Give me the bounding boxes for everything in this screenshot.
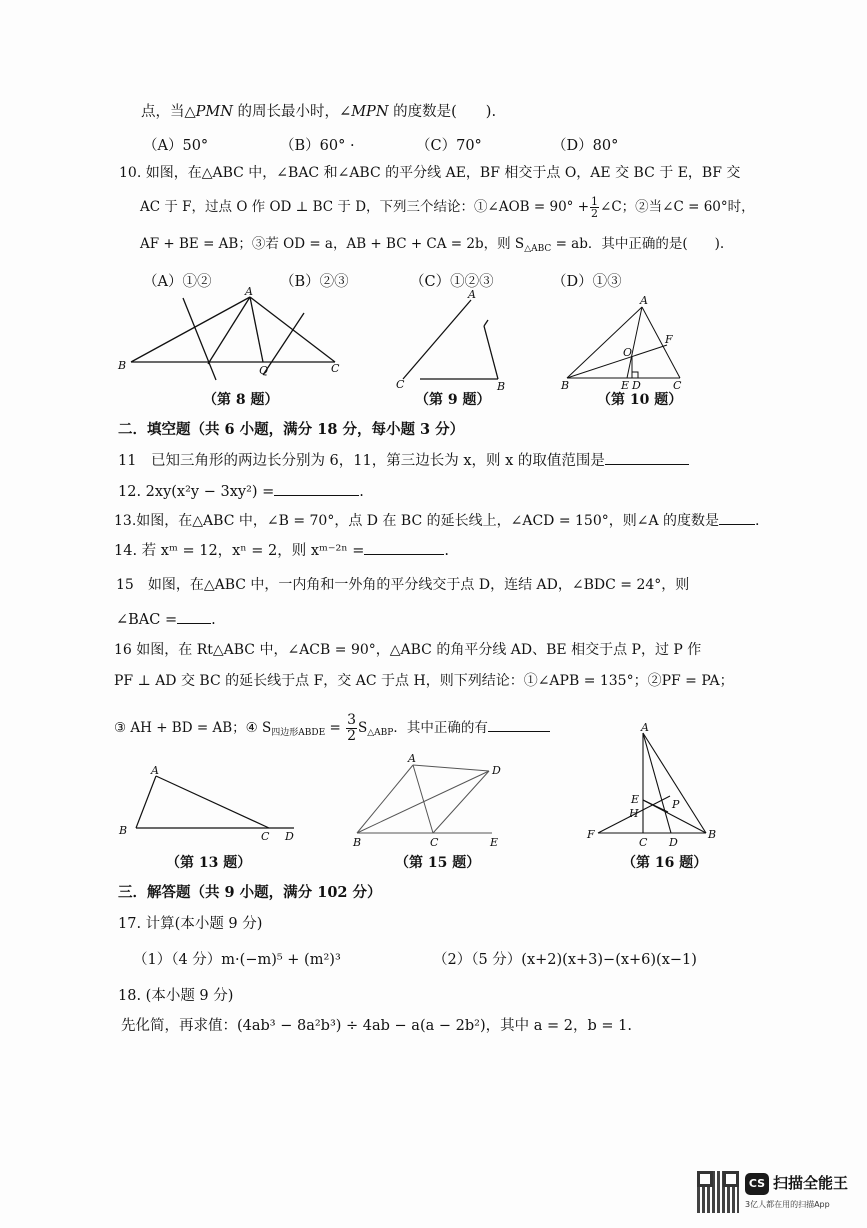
q11-text: 11 已知三角形的两边长分别为 6，11，第三边长为 x，则 x 的取值范围是	[118, 453, 605, 469]
fig15-label-c: C	[430, 836, 439, 849]
fig8-label-b: B	[118, 359, 127, 372]
fig13-label-b: B	[119, 824, 128, 837]
fig8-label-c: C	[331, 362, 340, 375]
fig9-label-a: A	[468, 288, 476, 301]
fig10-label-f: F	[665, 333, 673, 346]
fig15-label-d: D	[492, 764, 501, 777]
q17-title: 17. 计算(本小题 9 分)	[118, 916, 263, 932]
q16-line2: PF ⊥ AD 交 BC 的延长线于点 F，交 AC 于点 H，则下列结论：①∠APB = 135°；②PF = PA；	[114, 673, 734, 689]
fig13-caption: （第 13 题）	[166, 855, 252, 871]
q10-frac-den: 2	[591, 207, 599, 220]
fig10-label-d: D	[632, 379, 641, 392]
q16-frac-num: 3	[347, 712, 356, 728]
q10-frac-num: 1	[591, 195, 599, 208]
q16-line3-sub: 四边形ABDE	[271, 728, 326, 738]
q10-line3-b: = ab．其中正确的是( ).	[551, 236, 725, 252]
q16-line3-eq: =	[325, 720, 346, 736]
fig15-label-e: E	[490, 836, 499, 849]
fig10-caption: （第 10 题）	[597, 392, 683, 408]
q10-line2-b: ∠C；②当∠C = 60°时，	[600, 199, 755, 215]
q16-line3-b: ．其中正确的有	[393, 720, 488, 736]
fig8-label-q: Q	[259, 364, 269, 377]
camscanner-name: 扫描全能王	[773, 1174, 849, 1192]
fig13-label-d: D	[285, 830, 294, 843]
fig16-label-f: F	[587, 828, 595, 841]
camscanner-tagline: 3亿人都在用的扫描App	[745, 1200, 830, 1209]
q9-option-a[interactable]: （A）50°	[143, 138, 209, 154]
q10-option-b[interactable]: （B）②③	[280, 274, 349, 290]
fig10-label-c: C	[673, 379, 682, 392]
q10-option-a[interactable]: （A）①②	[143, 274, 212, 290]
fig8-caption: （第 8 题）	[203, 392, 279, 408]
q10-line3-sub: △ABC	[524, 244, 552, 254]
fig16-label-a: A	[641, 721, 649, 734]
q16-frac-den: 2	[347, 728, 356, 744]
q10-line2-a: AC 于 F，过点 O 作 OD ⊥ BC 于 D，下列三个结论：①∠AOB = 90° +	[140, 199, 590, 215]
section-2-heading: 二．填空题（共 6 小题，满分 18 分，每小题 3 分）	[118, 421, 465, 438]
q10-line3-a: AF + BE = AB；③若 OD = a，AB + BC + CA = 2b，则 S	[140, 236, 525, 252]
q10-line1: 10. 如图，在△ABC 中，∠BAC 和∠ABC 的平分线 AE，BF 相交于点 O，AE 交 BC 于 E，BF 交	[119, 165, 741, 181]
q12: 12. 2xy(x²y − 3xy²) = .	[118, 481, 364, 502]
fig16-label-e: E	[631, 793, 640, 806]
q12-text: 12. 2xy(x²y − 3xy²) =	[118, 484, 275, 500]
fig16-label-c: C	[639, 836, 648, 849]
fig16-label-b: B	[708, 828, 717, 841]
q18-body: 先化简，再求值：(4ab³ − 8a²b³) ÷ 4ab − a(a − 2b²)，其中 a = 2，b = 1.	[121, 1018, 632, 1034]
q18-title: 18. (本小题 9 分)	[118, 988, 234, 1004]
q13-text: 13.如图，在△ABC 中，∠B = 70°，点 D 在 BC 的延长线上，∠ACD = 150°，则∠A 的度数是	[114, 513, 720, 529]
qr-code-icon	[697, 1171, 739, 1213]
q9-text-a: 点，当	[141, 104, 185, 120]
q14-text: 14. 若 xᵐ = 12，xⁿ = 2，则 xᵐ⁻²ⁿ =	[114, 543, 365, 559]
fig16-caption: （第 16 题）	[622, 855, 708, 871]
q9-option-b[interactable]: （B）60° ·	[280, 138, 355, 154]
q16-line3-sub2: △ABP	[367, 728, 394, 738]
q16-line3-a: ③ AH + BD = AB；④ S	[114, 720, 272, 736]
q15-line1: 15 如图，在△ABC 中，一内角和一外角的平分线交于点 D，连结 AD，∠BDC = 24°，则	[116, 577, 690, 593]
q9-expr2: ∠MPN	[339, 104, 389, 120]
q16-line3-s: S	[358, 720, 368, 736]
fig16-label-p: P	[672, 798, 680, 811]
fig9-label-c: C	[396, 378, 405, 391]
fig10-label-a: A	[640, 294, 648, 307]
fig15-label-b: B	[353, 836, 362, 849]
q9-text-b: 的周长最小时，	[232, 104, 340, 120]
fig15-caption: （第 15 题）	[395, 855, 481, 871]
q14: 14. 若 xᵐ = 12，xⁿ = 2，则 xᵐ⁻²ⁿ = .	[114, 540, 449, 561]
q10-option-c[interactable]: （C）①②③	[410, 274, 494, 290]
section-3-heading: 三．解答题（共 9 小题，满分 102 分）	[118, 884, 382, 901]
q17-part2: （2）（5 分）(x+2)(x+3)−(x+6)(x−1)	[433, 952, 697, 968]
fig16-label-d: D	[669, 836, 678, 849]
fig10-label-e: E	[621, 379, 630, 392]
fig13-label-a: A	[151, 764, 159, 777]
q15-line2: ∠BAC = .	[116, 609, 216, 630]
fig15-label-a: A	[408, 752, 416, 765]
fig13-label-c: C	[261, 830, 270, 843]
fig10-label-o: O	[623, 346, 633, 359]
q9-expr: △PMN	[184, 104, 233, 120]
q15-line2-text: ∠BAC =	[116, 612, 178, 628]
q17-part1: （1）（4 分）m·(−m)⁵ + (m²)³	[133, 952, 341, 968]
fig16-label-h: H	[629, 807, 639, 820]
q16-line1: 16 如图，在 Rt△ABC 中，∠ACB = 90°，△ABC 的角平分线 AD、BE 相交于点 P，过 P 作	[114, 642, 702, 658]
q9-option-c[interactable]: （C）70°	[416, 138, 482, 154]
q9-text-c: 的度数是( ).	[388, 104, 497, 120]
fig10-label-b: B	[561, 379, 570, 392]
q10-option-d[interactable]: （D）①③	[552, 274, 622, 290]
fig9-caption: （第 9 题）	[415, 392, 491, 408]
q9-option-d[interactable]: （D）80°	[552, 138, 619, 154]
fig8-label-a: A	[245, 285, 253, 298]
camscanner-logo-icon: CS	[745, 1173, 769, 1195]
fig9-label-b: B	[497, 380, 506, 393]
q13: 13.如图，在△ABC 中，∠B = 70°，点 D 在 BC 的延长线上，∠ACD = 150°，则∠A 的度数是 .	[114, 510, 759, 531]
